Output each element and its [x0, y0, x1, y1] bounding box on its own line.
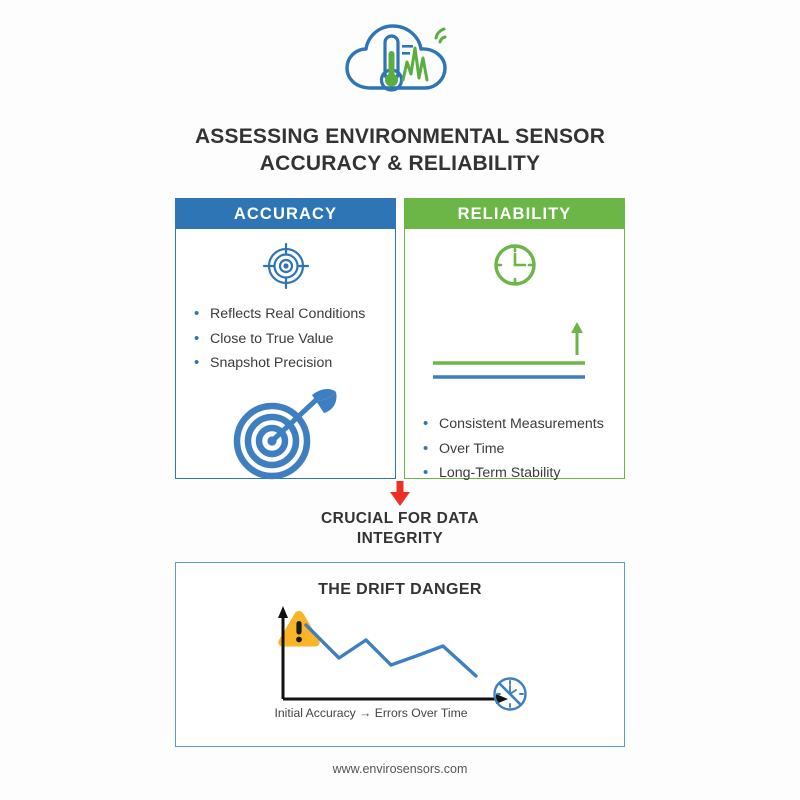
- list-item: • Consistent Measurements: [423, 415, 624, 434]
- cloud-thermometer-signal-icon: [341, 18, 459, 104]
- dartboard-arrow-icon: [224, 385, 342, 481]
- panel-accuracy-heading: ACCURACY: [176, 199, 395, 229]
- clock-icon: [491, 241, 539, 289]
- drift-x-axis-label: Initial Accuracy → Errors Over Time: [274, 706, 468, 720]
- panel-accuracy: [175, 198, 396, 479]
- drift-line-chart: [271, 603, 521, 713]
- panel-reliability: [404, 198, 625, 482]
- list-item: • Snapshot Precision: [194, 354, 395, 373]
- drift-title: THE DRIFT DANGER: [318, 581, 482, 598]
- title-line-1: ASSESSING ENVIRONMENTAL SENSOR: [194, 125, 606, 148]
- page-title: [0, 124, 800, 178]
- list-item: • Close to True Value: [194, 330, 395, 349]
- brand-logo: [0, 18, 800, 104]
- connector-arrow-wrap: [0, 481, 800, 507]
- panel-reliability-body: [405, 241, 624, 490]
- crosshair-target-icon-wrap: [176, 241, 395, 291]
- connector-caption-line-2: INTEGRITY: [356, 530, 444, 548]
- panel-reliability-heading: RELIABILITY: [405, 199, 624, 229]
- crosshair-target-icon: [261, 241, 311, 291]
- dartboard-arrow-icon-wrap: [224, 385, 342, 486]
- panel-accuracy-body: [176, 241, 395, 490]
- clock-icon-wrap: [405, 241, 624, 289]
- drift-danger-box: [175, 562, 625, 747]
- accuracy-bullet-list: [176, 305, 395, 373]
- footer-url: www.envirosensors.com: [332, 762, 468, 776]
- title-line-2: ACCURACY & RELIABILITY: [259, 151, 541, 175]
- upward-trend-lines-icon: [415, 319, 615, 389]
- list-item: • Over Time: [423, 440, 624, 459]
- drift-chart-svg: [271, 603, 521, 708]
- list-item: • Reflects Real Conditions: [194, 305, 395, 324]
- connector-caption-line-1: CRUCIAL FOR DATA: [321, 510, 479, 527]
- list-item: • Long-Term Stability: [423, 464, 624, 483]
- down-arrow-icon: [387, 481, 413, 507]
- reliability-bullet-list: [405, 415, 624, 483]
- connector-caption: [0, 509, 800, 549]
- reliability-bullet-list-wrap: [405, 401, 624, 489]
- upward-trend-lines-icon-wrap: [415, 319, 615, 394]
